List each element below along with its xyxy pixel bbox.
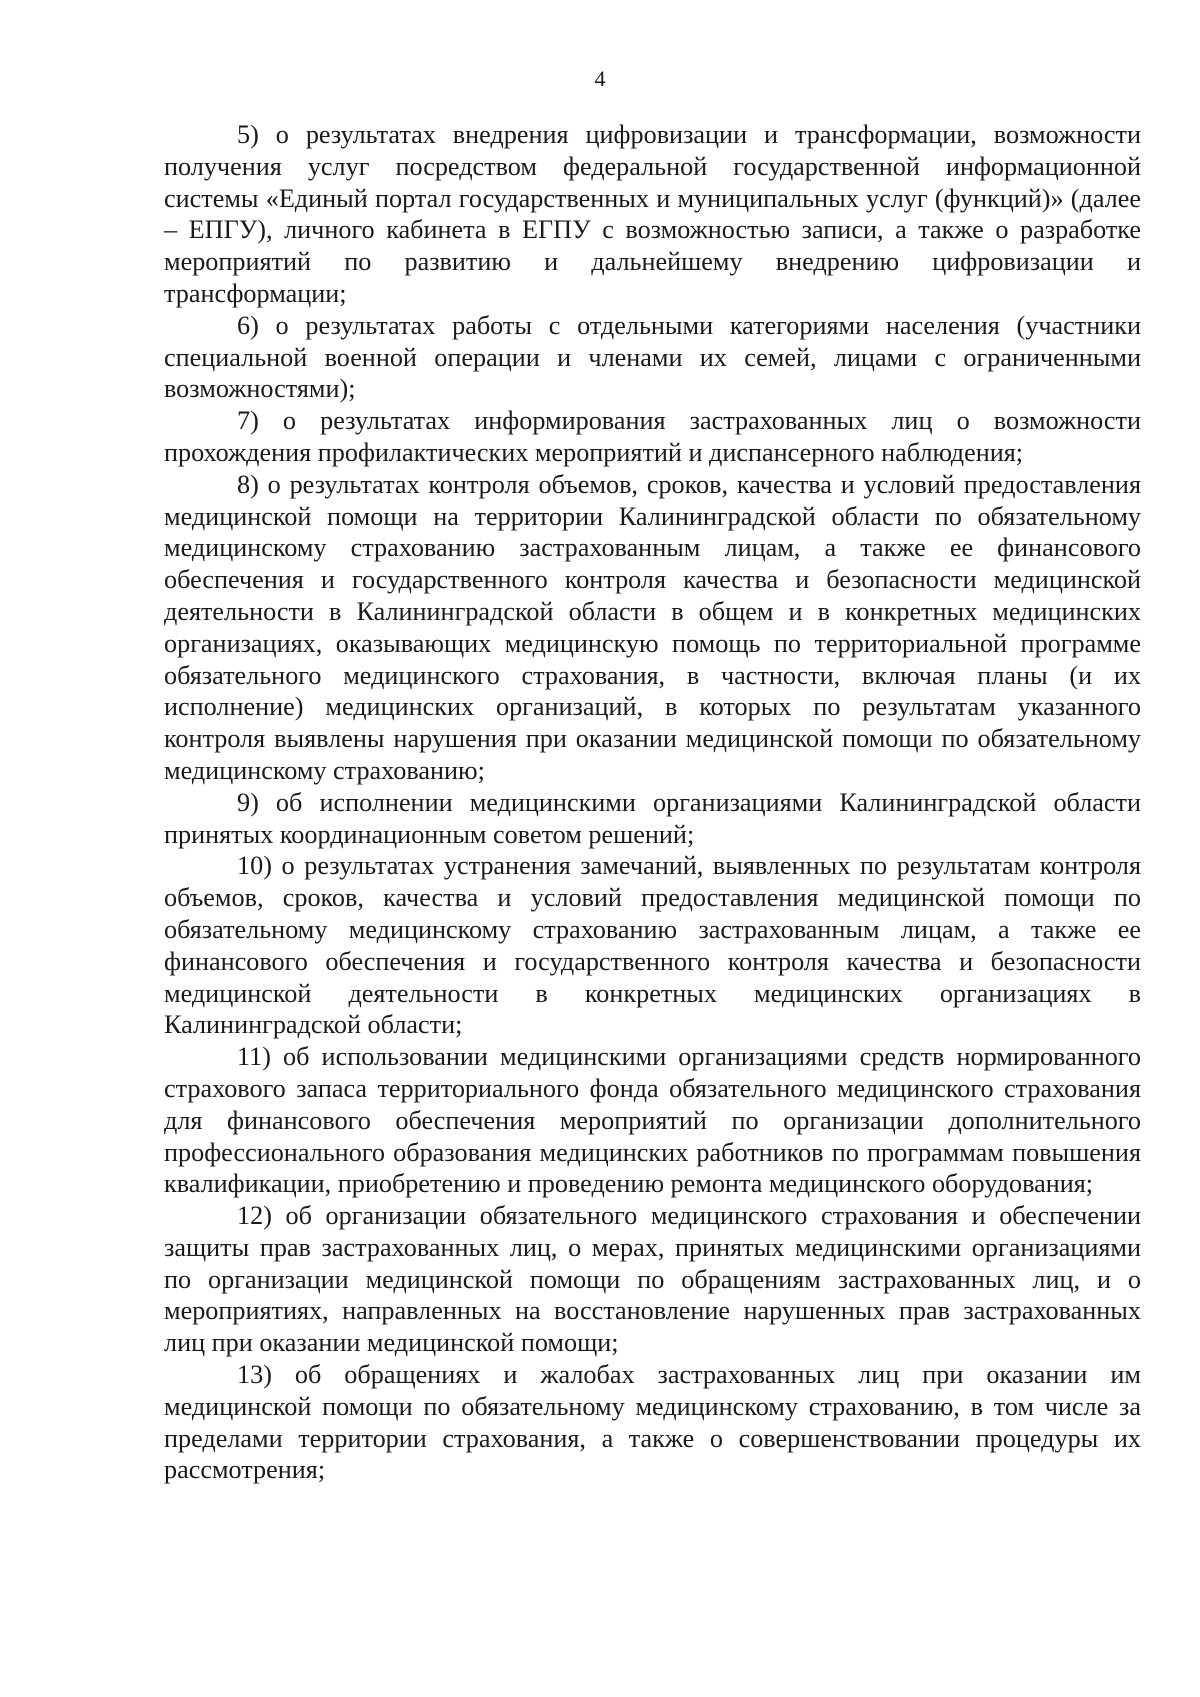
list-item-7: 7) о результатах информирования застрахованных лиц о возможности прохождения профилактических мероприятий и диспансерного наблюдения; [164,406,1141,467]
document-body [164,119,1141,1486]
list-item-13: 13) об обращениях и жалобах застрахованных лиц при оказании им медицинской помощи по обязательному медицинскому страхованию, в том числе за пределами территории страхования, а также о совершенствовании процедуры их рассмотрения; [164,1360,1141,1485]
list-item-5: 5) о результатах внедрения цифровизации и трансформации, возможности получения услуг посредством федеральной государственной информационной системы «Единый портал государственных и муниципальных услуг (функций)» (далее – ЕПГУ), личного кабинета в ЕГПУ с возможностью записи, а также о разработке мероприятий по развитию и дальнейшему внедрению цифровизации и трансформации; [164,120,1141,308]
list-item-10: 10) о результатах устранения замечаний, выявленных по результатам контроля объемов, сроков, качества и условий предоставления медицинской помощи по обязательному медицинскому страхованию застрахованным лицам, а также ее финансового обеспечения и государственного контроля качества и безопасности медицинской деятельности в конкретных медицинских организациях в Калининградской области; [164,851,1141,1040]
list-item-6: 6) о результатах работы с отдельными категориями населения (участники специальной военной операции и членами их семей, лицами с ограниченными возможностями); [164,310,1141,404]
list-item-8: 8) о результатах контроля объемов, сроков, качества и условий предоставления медицинской помощи на территории Калининградской области по обязательному медицинскому страхованию застрахованным лицам, а также ее финансового обеспечения и государственного контроля качества и безопасности медицинской деятельности в Калининградской области в общем и в конкретных медицинских организациях, оказывающих медицинскую помощь по территориальной программе обязательного медицинского страхования, в частности, включая планы (и их исполнение) медицинских организаций, в которых по результатам указанного контроля выявлены нарушения при оказании медицинской помощи по обязательному медицинскому страхованию; [164,469,1141,785]
list-item-12: 12) об организации обязательного медицинского страхования и обеспечении защиты прав застрахованных лиц, о мерах, принятых медицинскими организациями по организации медицинской помощи по обращениям застрахованных лиц, и о мероприятиях, направленных на восстановление нарушенных прав застрахованных лиц при оказании медицинской помощи; [164,1201,1141,1358]
list-item-9: 9) об исполнении медицинскими организациями Калининградской области принятых координационным советом решений; [164,787,1141,849]
list-item-11: 11) об использовании медицинскими организациями средств нормированного страхового запаса территориального фонда обязательного медицинского страхования для финансового обеспечения мероприятий по организации дополнительного профессионального образования медицинских работников по программам повышения квалификации, приобретению и проведению ремонта медицинского оборудования; [164,1042,1141,1199]
page-number: 4 [594,66,606,91]
